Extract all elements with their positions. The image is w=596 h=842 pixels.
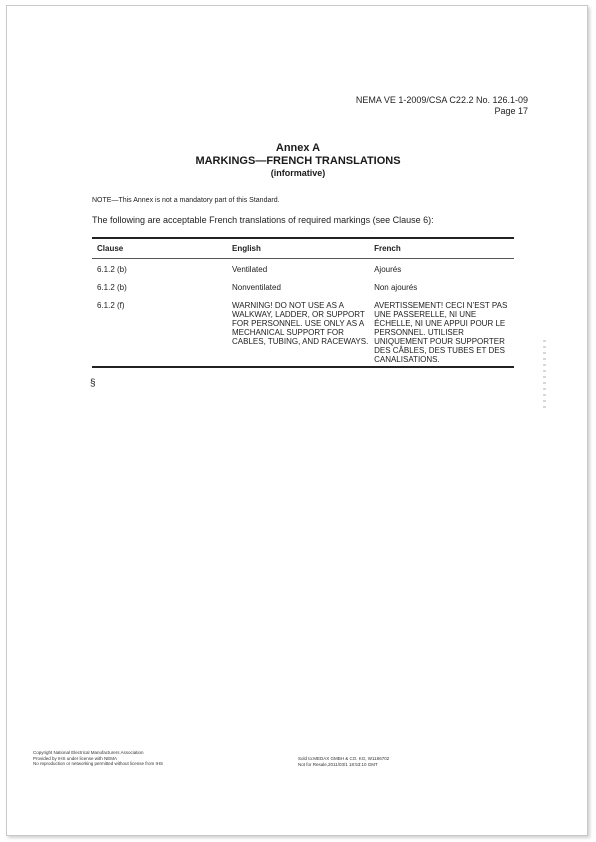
column-header-clause: Clause — [92, 238, 227, 259]
markings-table — [92, 237, 514, 368]
standard-id: NEMA VE 1-2009/CSA C22.2 No. 126.1-09 — [355, 95, 528, 105]
table-header-row — [92, 238, 514, 259]
table-row — [92, 259, 514, 278]
french-cell: Ajourés — [374, 265, 402, 274]
english-cell: Ventilated — [232, 265, 268, 274]
section-mark: § — [90, 378, 96, 389]
table-row — [92, 295, 514, 367]
page-number: Page 17 — [494, 106, 528, 116]
english-cell: Nonventilated — [232, 283, 281, 292]
intro-paragraph: The following are acceptable French translations of required markings (see Clause 6): — [92, 215, 434, 225]
clause-cell: 6.1.2 (b) — [97, 265, 127, 274]
annex-note: NOTE—This Annex is not a mandatory part of this Standard. — [92, 197, 280, 204]
margin-scan-marks — [543, 340, 546, 412]
annex-title: Annex A — [275, 142, 321, 154]
footer-line: No reproduction or networking permitted without license from IHS — [33, 761, 164, 766]
footer-line: Copyright National Electrical Manufacturers Association — [33, 750, 144, 755]
footer-copyright — [33, 750, 163, 767]
annex-subtitle: MARKINGS—FRENCH TRANSLATIONS — [195, 155, 401, 167]
footer-line: Provided by IHS under license with NEMA — [33, 755, 118, 761]
clause-cell: 6.1.2 (b) — [97, 283, 127, 292]
french-cell: Non ajourés — [374, 283, 418, 292]
clause-cell: 6.1.2 (f) — [92, 295, 227, 367]
document-header — [356, 95, 528, 117]
english-cell: WARNING! DO NOT USE AS A WALKWAY, LADDER, OR SUPPORT FOR PERSONNEL. USE ONLY AS A MECHANICAL SUPPORT FOR CABLES, TUBING, AND RACEWAYS. — [227, 295, 369, 367]
annex-status: (informative) — [270, 168, 326, 178]
page-frame — [6, 5, 588, 836]
annex-heading — [0, 142, 596, 179]
french-cell: AVERTISSEMENT! CECI N’EST PAS UNE PASSERELLE, NI UNE ÉCHELLE, NI UNE APPUI POUR LE PERSONNEL. UTILISER UNIQUEMENT POUR SUPPORTER DES CÂBLES, DES TUBES ET DES CANALISATIONS. — [369, 295, 514, 367]
column-header-french: French — [369, 238, 514, 259]
column-header-english: English — [227, 238, 369, 259]
footer-line: Sold to:MEDAX GMBH & CO. KG, W1186702 — [298, 756, 390, 761]
footer-line: Not for Resale,2011/03/1 18:53:10 GMT — [298, 761, 378, 767]
footer-license — [298, 756, 389, 767]
table-row — [92, 277, 514, 295]
